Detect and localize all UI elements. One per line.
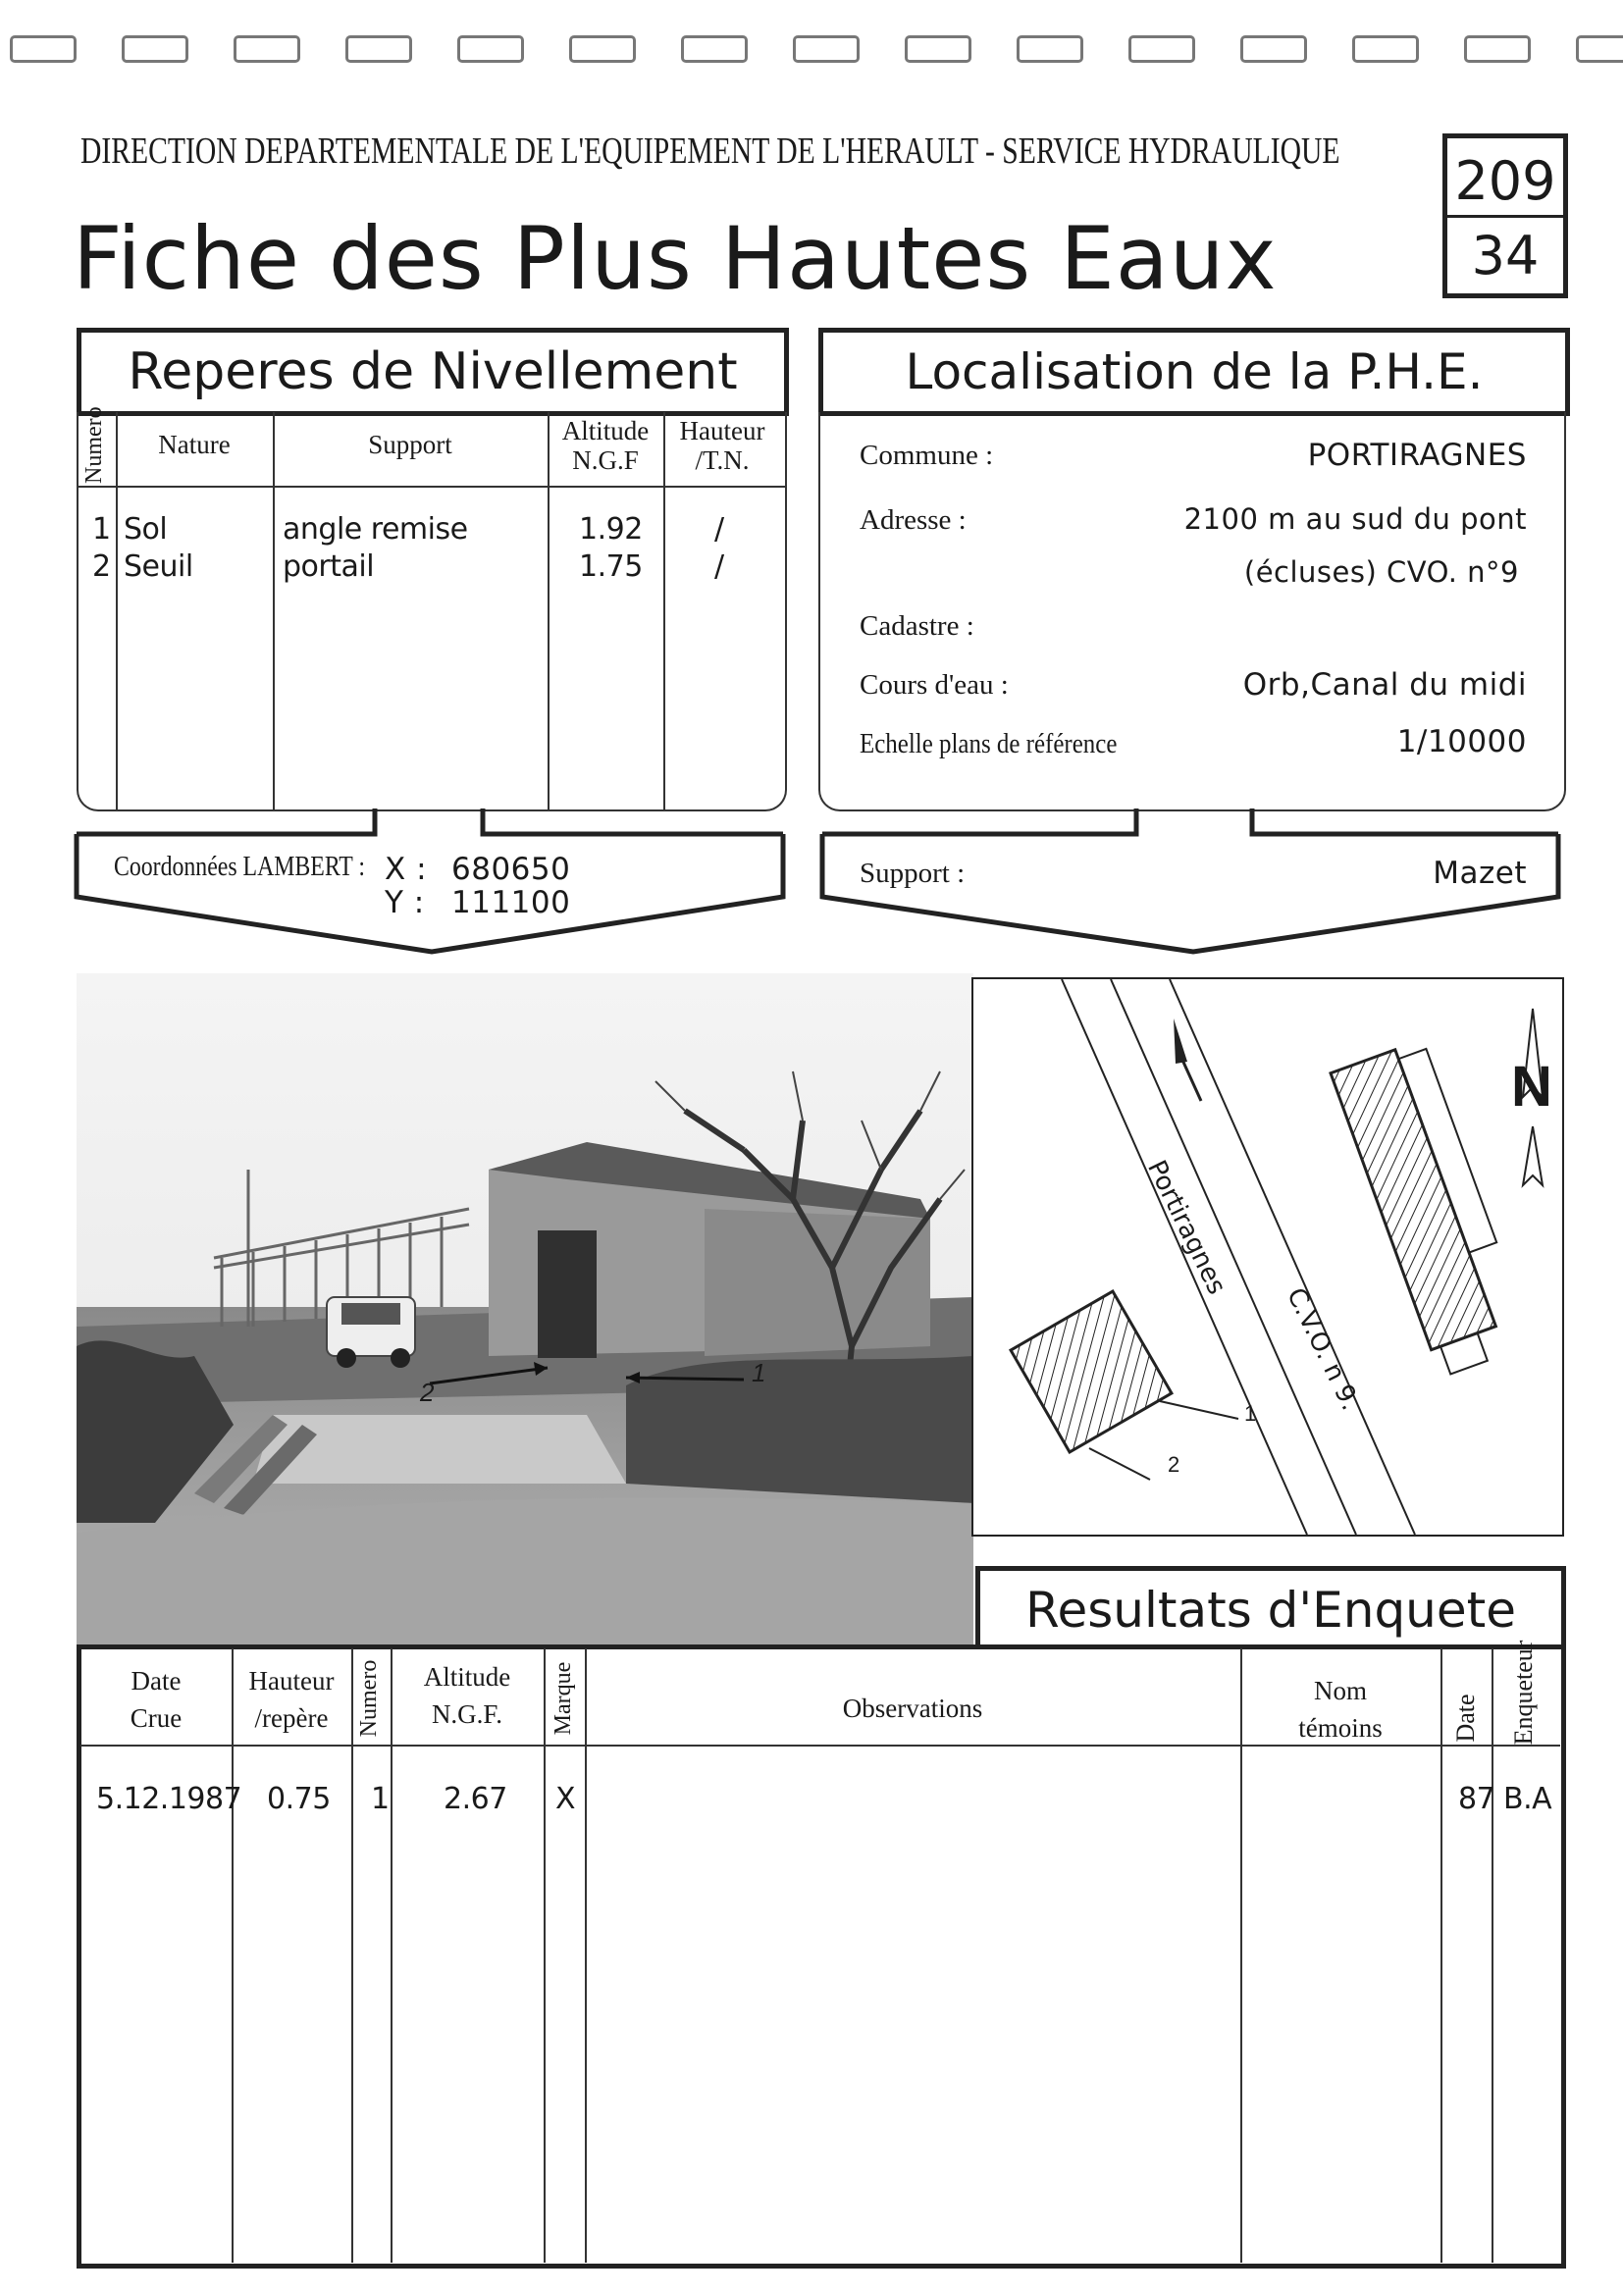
col-nature-header: Nature [158,430,231,459]
y-label: Y : [385,885,425,920]
col-hauteur-repere-header: Hauteur /repère [248,1666,335,1733]
support-label: Support : [860,858,966,889]
reperes-title: Reperes de Nivellement [128,342,738,401]
resultats-title-box [975,1566,1566,1649]
col-date-header: Date [1451,1694,1480,1743]
photo-mark-2: 2 [420,1378,435,1407]
x-value: 680650 [451,852,571,887]
lambert-label: Coordonnées LAMBERT : [114,852,365,882]
col-numero-header-2: Numero [356,1659,382,1738]
col-support-header: Support [368,430,452,459]
road-name-label: Portiragnes [1141,1156,1231,1300]
page-title: Fiche des Plus Hautes Eaux [73,208,1278,309]
support-value: Mazet [1433,856,1527,891]
localisation-title: Localisation de la P.H.E. [905,343,1484,400]
cours-value: Orb,Canal du midi [1242,667,1527,703]
echelle-value: 1/10000 [1396,724,1527,759]
col-marque-header: Marque [550,1661,576,1736]
y-value: 111100 [451,885,571,920]
col-hauteur-header: Hauteur /T.N. [679,416,765,475]
lambert-arrow-box [69,807,795,964]
commune-label: Commune : [860,440,994,471]
reference-box [1442,133,1568,298]
col-date-crue-header: Date Crue [130,1666,183,1733]
cours-label: Cours d'eau : [860,669,1009,701]
echelle-label: Echelle plans de référence [860,728,1118,759]
adresse-label: Adresse : [860,504,967,536]
col-numero-header: Numero [81,406,107,484]
col-nom-temoins-header: Nom témoins [1298,1676,1383,1743]
col-observations-header: Observations [842,1694,983,1723]
road-code-label: C.V.O. n 9. [1281,1283,1366,1416]
adresse-line2: (écluses) CVO. n°9 [1243,555,1519,589]
resultats-title: Resultats d'Enquete [1025,1582,1516,1639]
photo-mark-1: 1 [752,1358,766,1387]
organization-header: DIRECTION DEPARTEMENTALE DE L'EQUIPEMENT DE L'HERAULT - SERVICE HYDRAULIQUE [80,130,1340,172]
localisation-title-box [818,328,1570,416]
reperes-title-box [77,328,789,416]
x-label: X : [385,852,428,887]
location-plan [971,977,1564,1537]
reference-number-top: 209 [1454,150,1556,212]
reference-number-bottom: 34 [1471,225,1540,287]
plan-mark-2: 2 [1168,1452,1180,1477]
north-icon: N [1511,1055,1552,1119]
commune-value: PORTIRAGNES [1307,438,1527,473]
col-enqueteur-header: Enqueteur [1509,1640,1538,1746]
col-altitude-header: Altitude N.G.F [561,416,650,475]
plan-mark-1: 1 [1244,1401,1257,1426]
adresse-line1: 2100 m au sud du pont [1183,502,1527,536]
cadastre-label: Cadastre : [860,610,974,642]
site-photo [77,973,973,1644]
col-altitude-ngf-header: Altitude N.G.F. [423,1662,511,1729]
